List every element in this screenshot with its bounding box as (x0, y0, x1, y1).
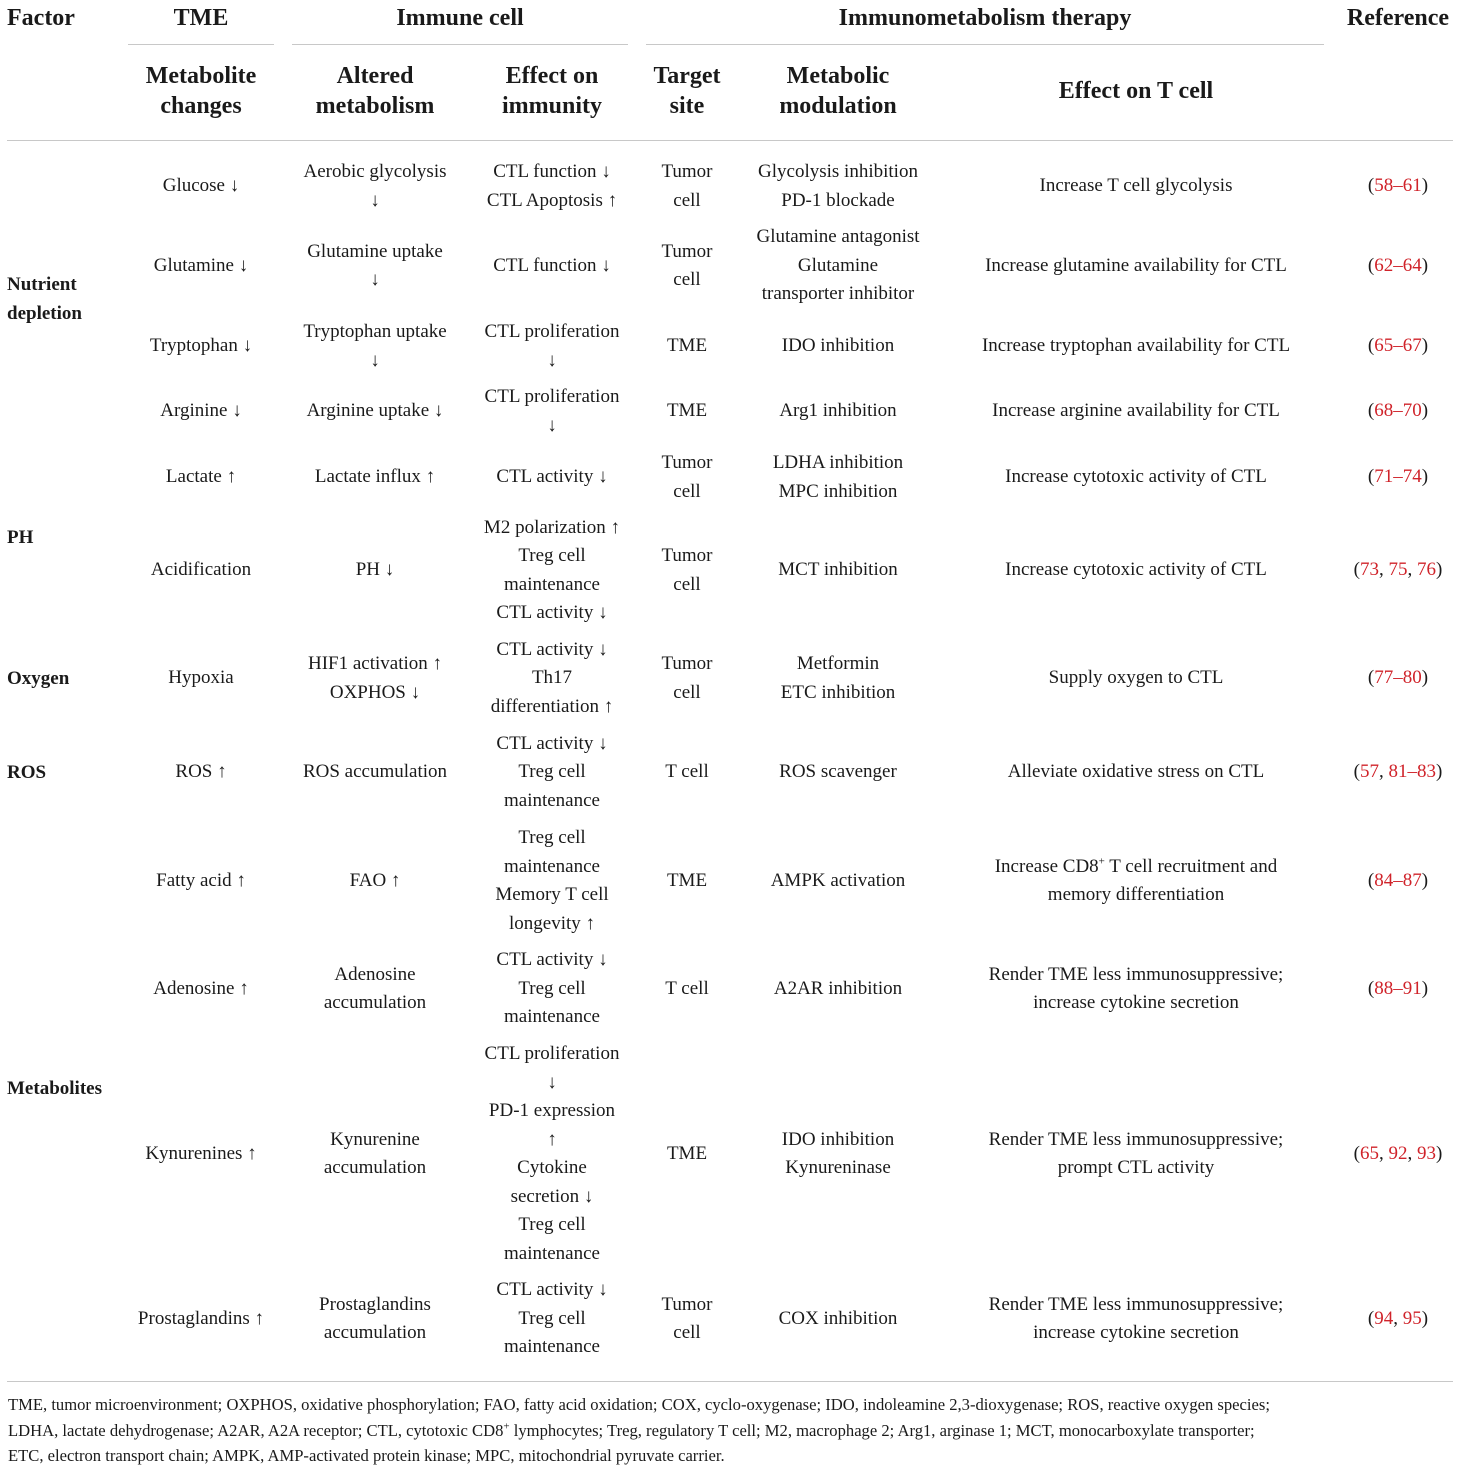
metabolite-cell (128, 449, 274, 506)
cell-line: Glutamine uptake (307, 240, 443, 262)
cell-line: Cytokine (517, 1157, 587, 1178)
cell-line: maintenance (503, 1336, 600, 1358)
reference-line: (84–87) (1367, 869, 1429, 891)
reference-cell (1340, 1040, 1456, 1268)
cell-line: LDHA inhibition (772, 452, 904, 473)
reference-line: (71–74) (1367, 466, 1429, 488)
cell-line: Acidification (150, 559, 252, 581)
altered-metabolism-cell (292, 514, 458, 627)
cell-line: ↓ (370, 269, 380, 290)
cell-line: CTL activity ↓ (496, 638, 608, 660)
target-site-cell (642, 946, 732, 1032)
metabolite-cell (128, 636, 274, 721)
cell-line: IDO inhibition (781, 335, 895, 357)
effect-immunity-cell (470, 224, 634, 308)
cell-line: Lactate influx ↑ (314, 466, 436, 488)
cell-line: cell (673, 189, 701, 211)
metabolite-cell (128, 730, 274, 815)
metabolic-modulation-cell (738, 1040, 938, 1268)
reference-cell (1340, 318, 1456, 375)
cell-line: Glycolysis inhibition (758, 161, 918, 182)
cell-line: FAO ↑ (349, 869, 401, 891)
cell-line: CTL activity ↓ (496, 732, 608, 754)
metabolic-modulation-cell (738, 318, 938, 375)
reference-line: (77–80) (1367, 667, 1429, 689)
reference-link[interactable]: 73 (1360, 559, 1379, 581)
effect-immunity-cell (470, 383, 634, 440)
metabolic-modulation-cell (738, 636, 938, 721)
effect-t-cell-cell (946, 1040, 1326, 1268)
target-site-cell (642, 1276, 732, 1362)
effect-t-cell-cell (946, 824, 1326, 938)
table-bottom-rule (7, 1381, 1453, 1382)
cell-line: M2 polarization ↑ (483, 516, 621, 538)
effect-t-cell-cell (946, 449, 1326, 506)
cell-line: Increase glutamine availability for CTL (985, 254, 1287, 276)
cell-line: increase cytokine secretion (1033, 992, 1239, 1013)
effect-immunity-cell (470, 1276, 634, 1362)
cell-line: Adenosine ↑ (153, 977, 249, 999)
cell-line: transporter inhibitor (761, 283, 915, 305)
metabolite-cell (128, 946, 274, 1032)
factor-nutrient-depletion: Nutrient depletion (7, 274, 82, 324)
cell-line: Kynurenine (330, 1128, 420, 1150)
cell-line: Fatty acid ↑ (156, 869, 246, 891)
metabolite-cell (128, 318, 274, 375)
cell-line: CTL activity ↓ (496, 949, 608, 971)
cell-line: maintenance (503, 789, 600, 811)
reference-link[interactable]: 58–61 (1374, 175, 1422, 197)
effect-t-cell-cell (946, 318, 1326, 375)
reference-line: (58–61) (1367, 175, 1429, 197)
cell-line: differentiation ↑ (490, 695, 614, 717)
cell-line: T cell (665, 977, 709, 999)
cell-line: Tumor (661, 452, 713, 473)
cell-line: Lactate ↑ (165, 466, 237, 488)
reference-line: (88–91) (1367, 977, 1429, 999)
cell-line: CTL proliferation (484, 386, 620, 407)
cell-line: Increase arginine availability for CTL (992, 400, 1280, 422)
effect-t-cell-cell (946, 730, 1326, 815)
cell-line: Tumor (661, 653, 713, 674)
factor-ros: ROS (7, 762, 47, 783)
header-immune-cell: Immune cell (396, 5, 524, 31)
cell-line: ↓ (370, 189, 380, 211)
reference-link[interactable]: 65–67 (1374, 335, 1422, 357)
target-site-cell (642, 383, 732, 440)
cell-line: Tryptophan uptake (303, 321, 447, 342)
cell-line: ROS scavenger (779, 761, 897, 783)
cell-line: cell (673, 573, 701, 595)
cell-line: maintenance (503, 1006, 600, 1028)
reference-cell (1340, 1276, 1456, 1362)
header-bottom-rule (7, 140, 1453, 141)
rule-therapy (646, 44, 1324, 45)
effect-immunity-cell (470, 449, 634, 506)
cell-line: Memory T cell (495, 884, 609, 905)
cell-line: PD-1 expression (488, 1100, 616, 1121)
footnote (8, 1392, 1456, 1469)
metabolic-modulation-cell (738, 946, 938, 1032)
reference-cell (1340, 824, 1456, 938)
cell-line: Tumor (661, 545, 713, 566)
effect-immunity-cell (470, 158, 634, 215)
cell-line: ROS ↑ (175, 761, 227, 783)
cell-line: Metformin (796, 653, 880, 674)
reference-link[interactable]: 65 (1360, 1142, 1379, 1164)
metabolite-cell (128, 224, 274, 308)
altered-metabolism-cell (292, 636, 458, 721)
effect-immunity-cell (470, 824, 634, 938)
target-site-cell (642, 636, 732, 721)
cell-line: Tumor (661, 161, 713, 182)
metabolic-modulation-cell (738, 224, 938, 308)
cell-line: Alleviate oxidative stress on CTL (1007, 761, 1265, 783)
altered-metabolism-cell (292, 730, 458, 815)
metabolic-modulation-cell (738, 730, 938, 815)
header-altered-metabolism: Altered metabolism (315, 63, 435, 119)
cell-line: Adenosine (334, 963, 416, 985)
reference-line: (62–64) (1367, 254, 1429, 276)
cell-line: prompt CTL activity (1057, 1157, 1215, 1178)
cell-line: Treg cell (518, 977, 586, 999)
cell-line: MCT inhibition (778, 559, 898, 581)
metabolic-modulation-cell (738, 1276, 938, 1362)
cell-line: Increase cytotoxic activity of CTL (1005, 559, 1267, 581)
target-site-cell (642, 514, 732, 627)
cell-line: Treg cell (518, 1214, 586, 1235)
rule-immune (292, 44, 628, 45)
metabolic-modulation-cell (738, 383, 938, 440)
reference-line: (65, 92, 93) (1353, 1142, 1443, 1164)
target-site-cell (642, 224, 732, 308)
altered-metabolism-cell (292, 318, 458, 375)
effect-t-cell-cell (946, 946, 1326, 1032)
cell-line: Glutamine ↓ (153, 254, 249, 276)
cell-line: HIF1 activation ↑ (307, 653, 443, 674)
cell-line: Tryptophan ↓ (149, 335, 253, 357)
cell-line: accumulation (323, 1322, 427, 1343)
cell-line: increase cytokine secretion (1033, 1322, 1239, 1343)
cell-line: Treg cell (518, 545, 586, 566)
cell-line: Glutamine antagonist (756, 226, 920, 248)
reference-link[interactable]: 92 (1388, 1142, 1408, 1164)
reference-line: (65–67) (1367, 335, 1429, 357)
altered-metabolism-cell (292, 946, 458, 1032)
reference-cell (1340, 224, 1456, 308)
cell-line: Treg cell (518, 1307, 586, 1329)
altered-metabolism-cell (292, 824, 458, 938)
factor-oxygen: Oxygen (7, 668, 70, 689)
cell-line: cell (673, 269, 701, 290)
reference-cell (1340, 946, 1456, 1032)
reference-link[interactable]: 68–70 (1374, 400, 1422, 422)
cell-line: Kynurenines ↑ (145, 1142, 257, 1164)
cell-line: Prostaglandins ↑ (137, 1307, 265, 1329)
cell-line: accumulation (323, 992, 427, 1013)
effect-t-cell-cell (946, 514, 1326, 627)
cell-line: Render TME less immunosuppressive; (988, 1128, 1284, 1150)
header-effect-immunity: Effect on immunity (501, 63, 602, 119)
footnote-line: TME, tumor microenvironment; OXPHOS, oxidative phosphorylation; FAO, fatty acid oxidation; COX, cyclo-oxygenase; IDO, indoleamine 2,3-dioxygenase; ROS, reactive oxygen species; (8, 1395, 1270, 1414)
header-metabolite-changes: Metabolite changes (145, 63, 257, 119)
target-site-cell (642, 1040, 732, 1268)
cell-line: IDO inhibition (781, 1128, 895, 1150)
cell-line: cell (673, 681, 701, 703)
cell-line: TME (666, 400, 708, 422)
cell-line: Treg cell (518, 827, 586, 848)
metabolic-modulation-cell (738, 514, 938, 627)
metabolite-cell (128, 1040, 274, 1268)
reference-link[interactable]: 62–64 (1374, 254, 1422, 276)
metabolite-cell (128, 824, 274, 938)
cell-line: CTL function ↓ (493, 254, 611, 276)
reference-link[interactable]: 84–87 (1374, 869, 1422, 891)
target-site-cell (642, 449, 732, 506)
cell-line: Arg1 inhibition (779, 400, 897, 422)
altered-metabolism-cell (292, 1040, 458, 1268)
cell-line: A2AR inhibition (773, 977, 903, 999)
cell-line: CTL function ↓ (493, 161, 611, 182)
cell-line: T cell (665, 761, 709, 783)
altered-metabolism-cell (292, 224, 458, 308)
altered-metabolism-cell (292, 449, 458, 506)
cell-line: Th17 (531, 667, 573, 689)
altered-metabolism-cell (292, 383, 458, 440)
metabolite-cell (128, 1276, 274, 1362)
cell-line: secretion ↓ (510, 1185, 594, 1207)
cell-line: Render TME less immunosuppressive; (988, 963, 1284, 985)
header-target-site: Target site (653, 63, 721, 119)
cell-line: Supply oxygen to CTL (1048, 667, 1224, 689)
cell-line: PH ↓ (355, 559, 395, 581)
metabolite-cell (128, 514, 274, 627)
altered-metabolism-cell (292, 158, 458, 215)
reference-link[interactable]: 71–74 (1374, 466, 1422, 488)
reference-link[interactable]: 88–91 (1374, 977, 1422, 999)
reference-link[interactable]: 57 (1360, 761, 1379, 783)
cell-line: maintenance (503, 1242, 600, 1264)
footnote-line: ETC, electron transport chain; AMPK, AMP-activated protein kinase; MPC, mitochondrial pyruvate carrier. (8, 1446, 725, 1465)
footnote-line: LDHA, lactate dehydrogenase; A2AR, A2A receptor; CTL, cytotoxic CD8+ lymphocytes; Treg, regulatory T cell; M2, macrophage 2; Arg1, arginase 1; MCT, monocarboxylate transporter; (8, 1419, 1255, 1440)
effect-immunity-cell (470, 1040, 634, 1268)
cell-line: TME (666, 335, 708, 357)
target-site-cell (642, 318, 732, 375)
reference-cell (1340, 158, 1456, 215)
cell-line: ROS accumulation (302, 761, 448, 783)
reference-line: (57, 81–83) (1353, 761, 1443, 783)
effect-t-cell-cell (946, 158, 1326, 215)
reference-cell (1340, 636, 1456, 721)
metabolic-modulation-cell (738, 449, 938, 506)
reference-link[interactable]: 77–80 (1374, 667, 1422, 689)
reference-link[interactable]: 95 (1402, 1307, 1422, 1329)
cell-line: longevity ↑ (508, 912, 596, 934)
cell-line: CTL Apoptosis ↑ (486, 189, 618, 211)
cell-line: Glucose ↓ (162, 175, 240, 197)
cell-line: Increase CD8+ T cell recruitment and (994, 855, 1278, 877)
effect-immunity-cell (470, 514, 634, 627)
reference-cell (1340, 449, 1456, 506)
cell-line: PD-1 blockade (781, 189, 895, 211)
metabolic-modulation-cell (738, 824, 938, 938)
cell-line: Tumor (661, 240, 713, 262)
cell-line: ETC inhibition (780, 681, 896, 703)
target-site-cell (642, 158, 732, 215)
cell-line: TME (666, 869, 708, 891)
cell-line: ↓ (547, 1071, 557, 1093)
reference-line: (73, 75, 76) (1353, 559, 1443, 581)
cell-line: OXPHOS ↓ (329, 681, 421, 703)
cell-line: Prostaglandins (319, 1293, 431, 1315)
cell-line: Increase cytotoxic activity of CTL (1005, 466, 1267, 488)
factor-ph: PH (7, 527, 34, 548)
effect-t-cell-cell (946, 1276, 1326, 1362)
cell-line: ↓ (370, 349, 380, 371)
cell-line: Render TME less immunosuppressive; (988, 1293, 1284, 1315)
cell-line: maintenance (503, 573, 600, 595)
cell-line: cell (673, 1322, 701, 1343)
cell-line: ↓ (547, 349, 557, 371)
cell-line: MPC inhibition (778, 480, 898, 502)
factor-metabolites: Metabolites (7, 1078, 102, 1099)
header-tme: TME (173, 5, 229, 31)
rule-tme (128, 44, 274, 45)
altered-metabolism-cell (292, 1276, 458, 1362)
cell-line: Increase tryptophan availability for CTL (981, 335, 1291, 357)
cell-line: Arginine uptake ↓ (306, 400, 444, 422)
reference-link[interactable]: 94 (1374, 1307, 1394, 1329)
cell-line: AMPK activation (770, 869, 906, 891)
reference-link[interactable]: 93 (1417, 1142, 1436, 1164)
metabolite-cell (128, 158, 274, 215)
cell-line: COX inhibition (778, 1307, 898, 1329)
cell-line: ↑ (547, 1128, 557, 1150)
cell-line: memory differentiation (1047, 884, 1225, 905)
reference-line: (68–70) (1367, 400, 1429, 422)
reference-link[interactable]: 76 (1417, 559, 1436, 581)
header-metabolic-modulation: Metabolic modulation (779, 63, 897, 119)
reference-cell (1340, 514, 1456, 627)
metabolite-cell (128, 383, 274, 440)
cell-line: cell (673, 480, 701, 502)
reference-line: (94, 95) (1367, 1307, 1429, 1329)
effect-immunity-cell (470, 318, 634, 375)
target-site-cell (642, 824, 732, 938)
cell-line: CTL proliferation (484, 1043, 620, 1064)
header-effect-t-cell: Effect on T cell (1058, 78, 1214, 104)
reference-link[interactable]: 75 (1388, 559, 1408, 581)
effect-immunity-cell (470, 636, 634, 721)
effect-t-cell-cell (946, 224, 1326, 308)
header-factor: Factor (7, 5, 75, 31)
cell-line: TME (666, 1142, 708, 1164)
effect-immunity-cell (470, 946, 634, 1032)
cell-line: ↓ (547, 414, 557, 436)
cell-line: Glutamine (797, 254, 879, 276)
reference-cell (1340, 383, 1456, 440)
cell-line: Treg cell (518, 761, 586, 783)
cell-line: Hypoxia (168, 667, 234, 689)
effect-immunity-cell (470, 730, 634, 815)
effect-t-cell-cell (946, 383, 1326, 440)
cell-line: maintenance (503, 855, 600, 877)
cell-line: CTL activity ↓ (496, 466, 608, 488)
cell-line: CTL activity ↓ (496, 1279, 608, 1301)
cell-line: CTL activity ↓ (496, 602, 608, 623)
cell-line: Tumor (661, 1293, 713, 1315)
header-therapy: Immunometabolism therapy (838, 5, 1132, 31)
cell-line: Aerobic glycolysis (303, 161, 447, 182)
cell-line: Kynureninase (785, 1157, 891, 1178)
metabolic-modulation-cell (738, 158, 938, 215)
header-reference: Reference (1346, 5, 1450, 31)
cell-line: Arginine ↓ (160, 400, 242, 422)
cell-line: accumulation (323, 1157, 427, 1178)
cell-line: CTL proliferation (484, 321, 620, 342)
reference-cell (1340, 730, 1456, 815)
cell-line: Increase T cell glycolysis (1039, 175, 1233, 197)
target-site-cell (642, 730, 732, 815)
reference-link[interactable]: 81–83 (1388, 761, 1436, 783)
effect-t-cell-cell (946, 636, 1326, 721)
